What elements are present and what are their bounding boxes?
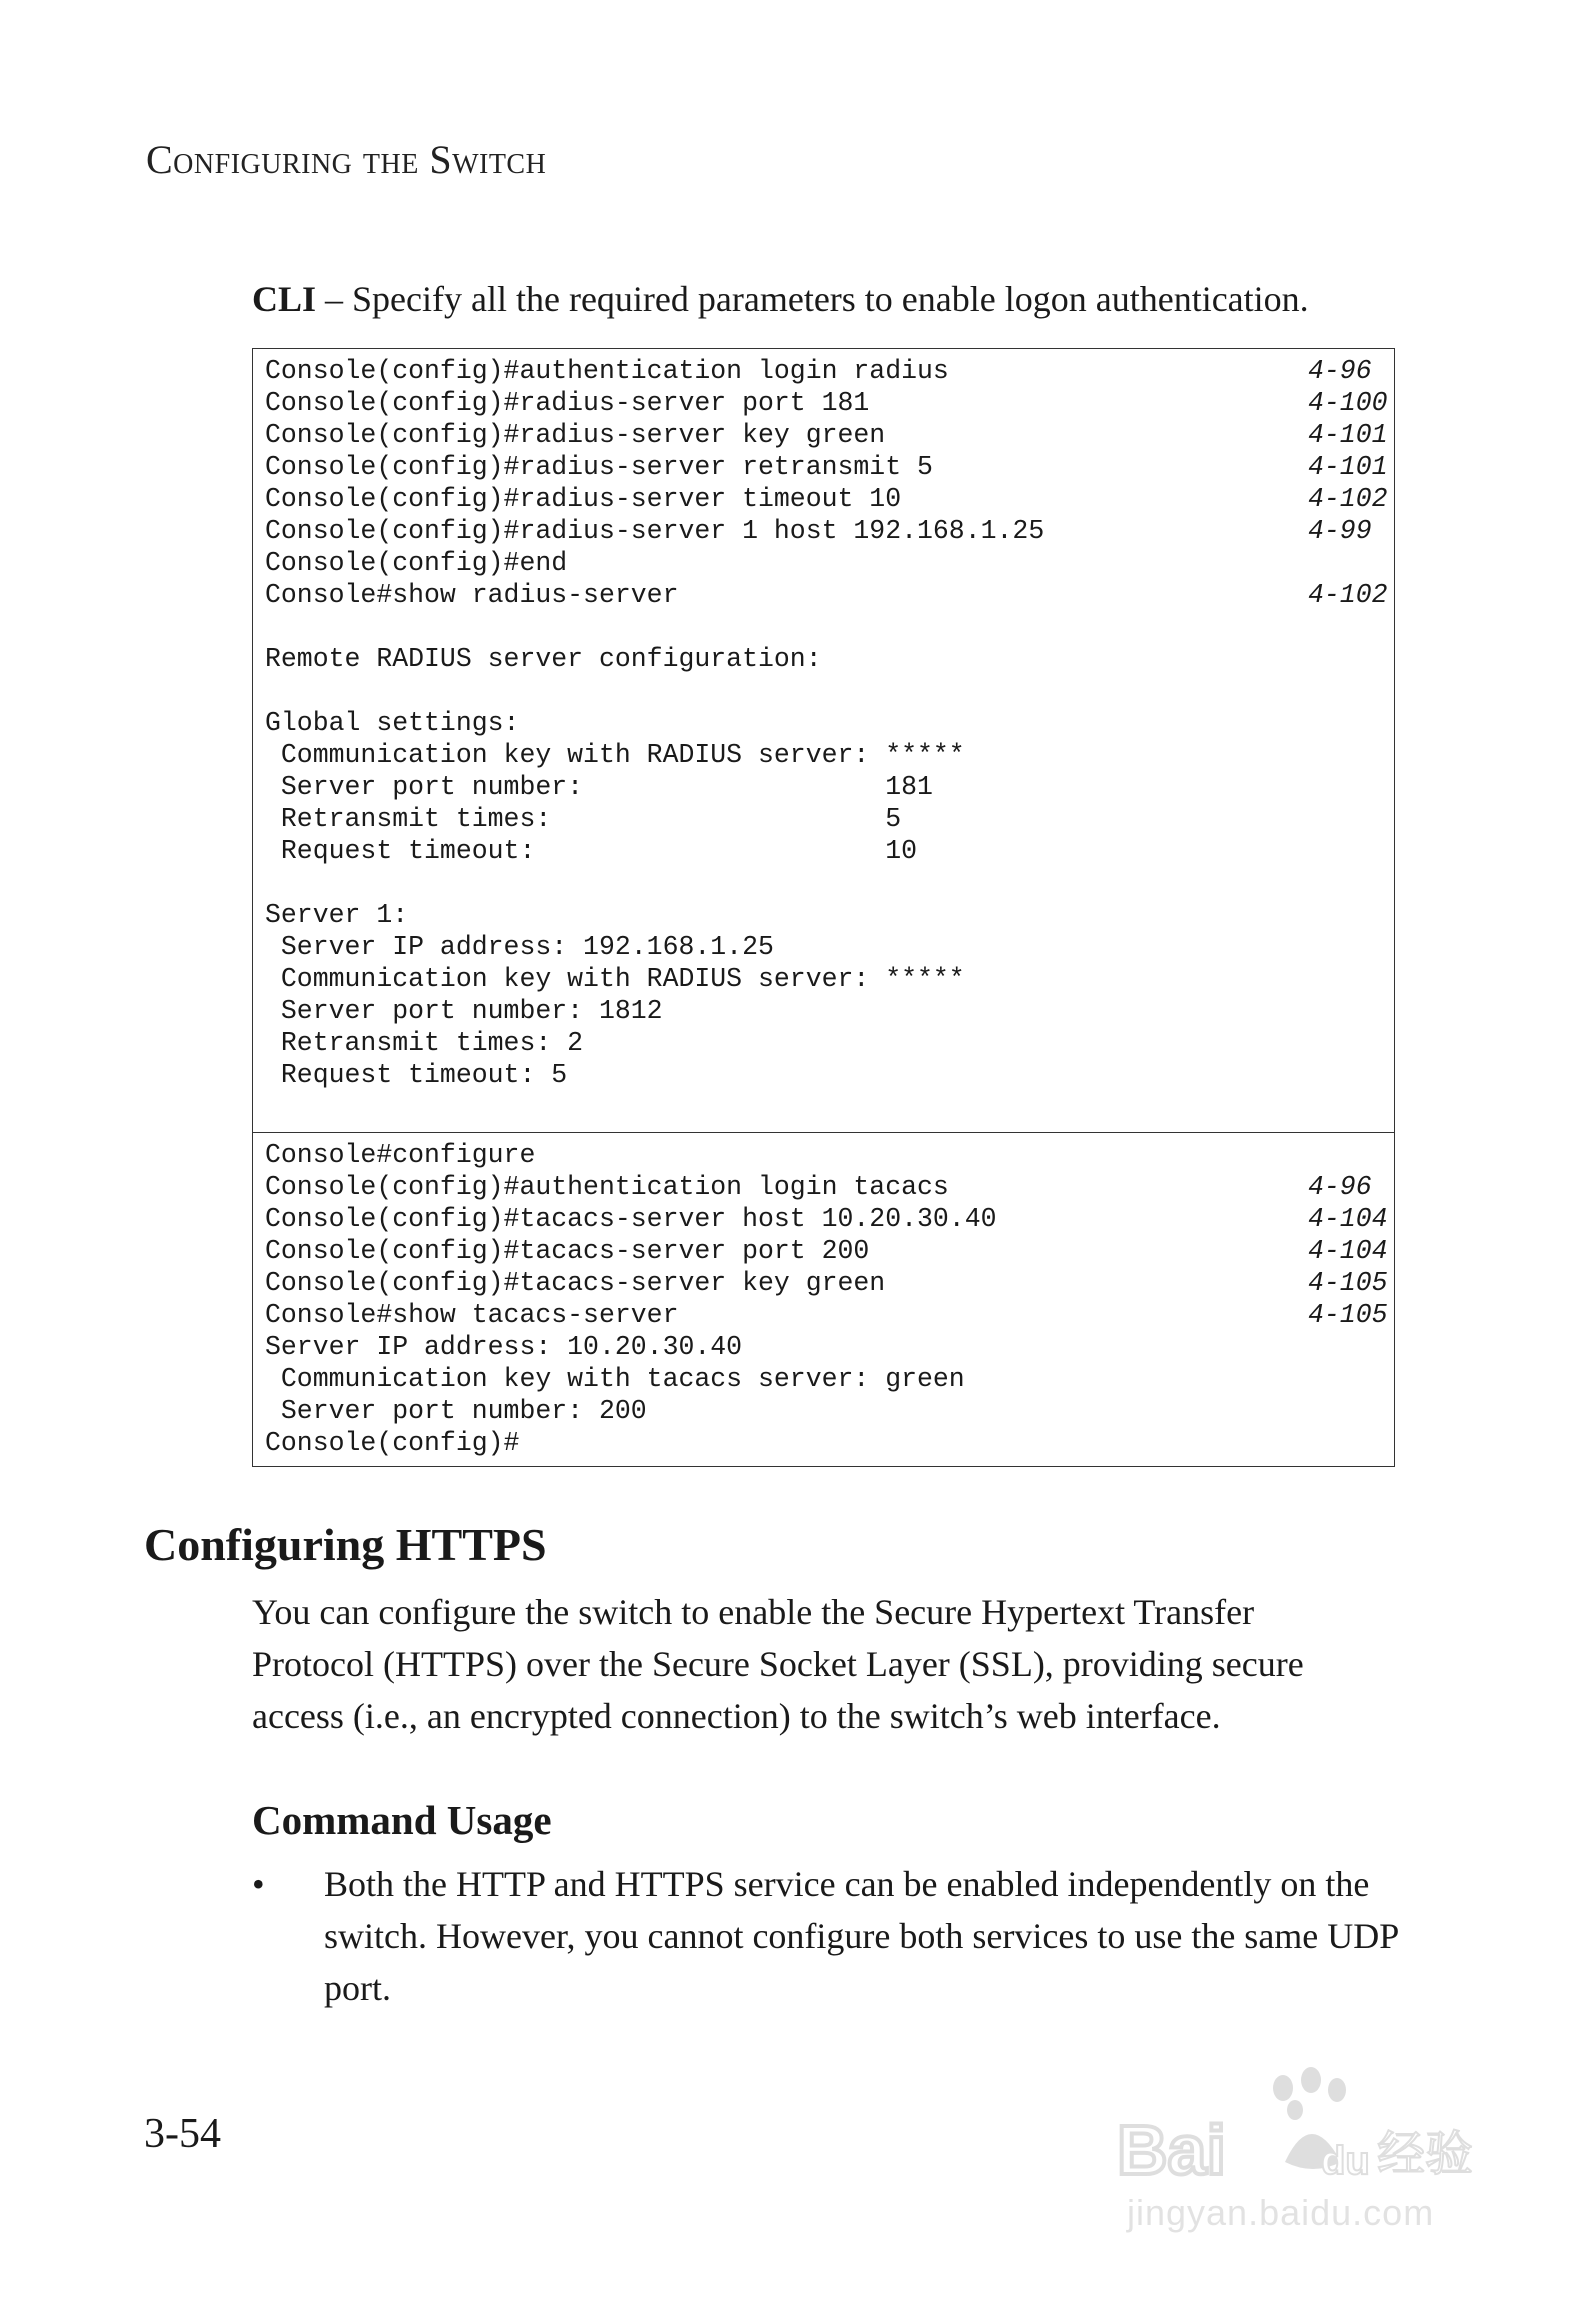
cli-line	[265, 771, 1380, 803]
cli-command: Console#show tacacs-server	[265, 1300, 679, 1330]
cli-command: Server IP address: 10.20.30.40	[265, 1332, 743, 1362]
svg-text:du: du	[1321, 2139, 1370, 2183]
cli-page-ref: 4-96	[1308, 1172, 1372, 1202]
cli-line	[265, 835, 1380, 867]
subsection-heading: Command Usage	[252, 1797, 552, 1843]
cli-page-ref: 4-100	[1308, 388, 1388, 418]
cli-line	[265, 1235, 1388, 1267]
page-number: 3-54	[144, 2111, 221, 2157]
cli-command: Console(config)#radius-server port 181	[265, 388, 870, 418]
cli-intro-text: – Specify all the required parameters to enable logon authentication.	[316, 279, 1309, 319]
cli-line	[265, 1203, 1388, 1235]
cli-command: Console(config)#radius-server key green	[265, 420, 886, 450]
cli-page-ref: 4-104	[1308, 1236, 1388, 1266]
cli-line	[265, 739, 1380, 771]
cli-command: Communication key with RADIUS server: *****	[265, 964, 965, 994]
cli-line	[265, 387, 1388, 419]
baidu-jingyan-logo	[1115, 2066, 1495, 2196]
cli-line	[265, 707, 1380, 739]
bullet-text: Both the HTTP and HTTPS service can be enabled independently on the switch. However, you cannot configure both services to use the same UDP port.	[324, 1864, 1398, 2008]
cli-line	[265, 1427, 1380, 1459]
bullet-icon: •	[252, 1864, 265, 1904]
cli-code-box-radius	[252, 348, 1395, 1133]
cli-line	[265, 1395, 1380, 1427]
cli-line	[265, 451, 1388, 483]
cli-command: Server port number: 200	[265, 1396, 647, 1426]
cli-page-ref: 4-105	[1308, 1268, 1388, 1298]
cli-line	[265, 1027, 1380, 1059]
cli-command: Console(config)#radius-server retransmit 5	[265, 452, 933, 482]
cli-line	[265, 803, 1380, 835]
watermark-url: jingyan.baidu.com	[1127, 2192, 1435, 2233]
cli-command: Console#configure	[265, 1140, 536, 1170]
cli-command: Console#show radius-server	[265, 580, 679, 610]
cli-line	[265, 1331, 1380, 1363]
cli-command: Console(config)#authentication login tacacs	[265, 1172, 949, 1202]
cli-code-box-tacacs	[252, 1132, 1395, 1467]
cli-command: Console(config)#authentication login radius	[265, 356, 949, 386]
cli-page-ref: 4-102	[1308, 580, 1388, 610]
cli-page-ref: 4-102	[1308, 484, 1388, 514]
cli-page-ref: 4-101	[1308, 420, 1388, 450]
cli-line	[265, 579, 1388, 611]
cli-command: Console(config)#tacacs-server host 10.20.30.40	[265, 1204, 997, 1234]
cli-line	[265, 355, 1380, 387]
cli-command: Console(config)#radius-server 1 host 192.168.1.25	[265, 516, 1045, 546]
cli-line	[265, 1299, 1388, 1331]
cli-line	[265, 1363, 1380, 1395]
cli-command: Console(config)#tacacs-server key green	[265, 1268, 886, 1298]
cli-page-ref: 4-105	[1308, 1300, 1388, 1330]
cli-command: Retransmit times: 5	[265, 804, 902, 834]
cli-command: Console(config)#end	[265, 548, 568, 578]
watermark	[1115, 2060, 1495, 2240]
cli-line	[265, 1171, 1380, 1203]
cli-line	[265, 675, 1380, 707]
cli-page-ref: 4-104	[1308, 1204, 1388, 1234]
cli-intro	[252, 278, 1309, 320]
cli-command: Request timeout: 5	[265, 1060, 568, 1090]
cli-line	[265, 643, 1380, 675]
cli-line	[265, 515, 1380, 547]
cli-line	[265, 995, 1380, 1027]
cli-line	[265, 611, 1380, 643]
cli-line	[265, 931, 1380, 963]
cli-line	[265, 963, 1380, 995]
running-head: Configuring the Switch	[146, 137, 547, 182]
cli-label: CLI	[252, 279, 317, 319]
cli-command: Server port number: 1812	[265, 996, 663, 1026]
cli-line	[265, 867, 1380, 899]
cli-line	[265, 1059, 1380, 1091]
cli-line	[265, 483, 1388, 515]
cli-line	[265, 899, 1380, 931]
cli-command: Retransmit times: 2	[265, 1028, 584, 1058]
cli-command: Global settings:	[265, 708, 520, 738]
cli-command: Server 1:	[265, 900, 409, 930]
section-heading: Configuring HTTPS	[144, 1519, 547, 1570]
cli-page-ref: 4-96	[1308, 356, 1372, 386]
cli-command: Remote RADIUS server configuration:	[265, 644, 822, 674]
cli-line	[265, 1267, 1388, 1299]
cli-page-ref: 4-101	[1308, 452, 1388, 482]
cli-command: Console(config)#	[265, 1428, 520, 1458]
cli-command: Console(config)#radius-server timeout 10	[265, 484, 902, 514]
section-paragraph: You can configure the switch to enable the Secure Hypertext Transfer Protocol (HTTPS) over the Secure Socket Layer (SSL), providing secure access (i.e., an encrypted connection) to the switch’s web interface.	[252, 1592, 1304, 1736]
cli-command: Server IP address: 192.168.1.25	[265, 932, 774, 962]
cli-command: Request timeout: 10	[265, 836, 918, 866]
cli-command: Console(config)#tacacs-server port 200	[265, 1236, 870, 1266]
cli-line	[265, 547, 1380, 579]
cli-command: Communication key with RADIUS server: *****	[265, 740, 965, 770]
cli-page-ref: 4-99	[1308, 516, 1372, 546]
cli-line	[265, 1139, 1380, 1171]
cli-command: Server port number: 181	[265, 772, 933, 802]
svg-text:经验: 经验	[1377, 2126, 1474, 2182]
cli-line	[265, 419, 1388, 451]
cli-command: Communication key with tacacs server: green	[265, 1364, 965, 1394]
svg-text:Bai: Bai	[1117, 2111, 1226, 2189]
